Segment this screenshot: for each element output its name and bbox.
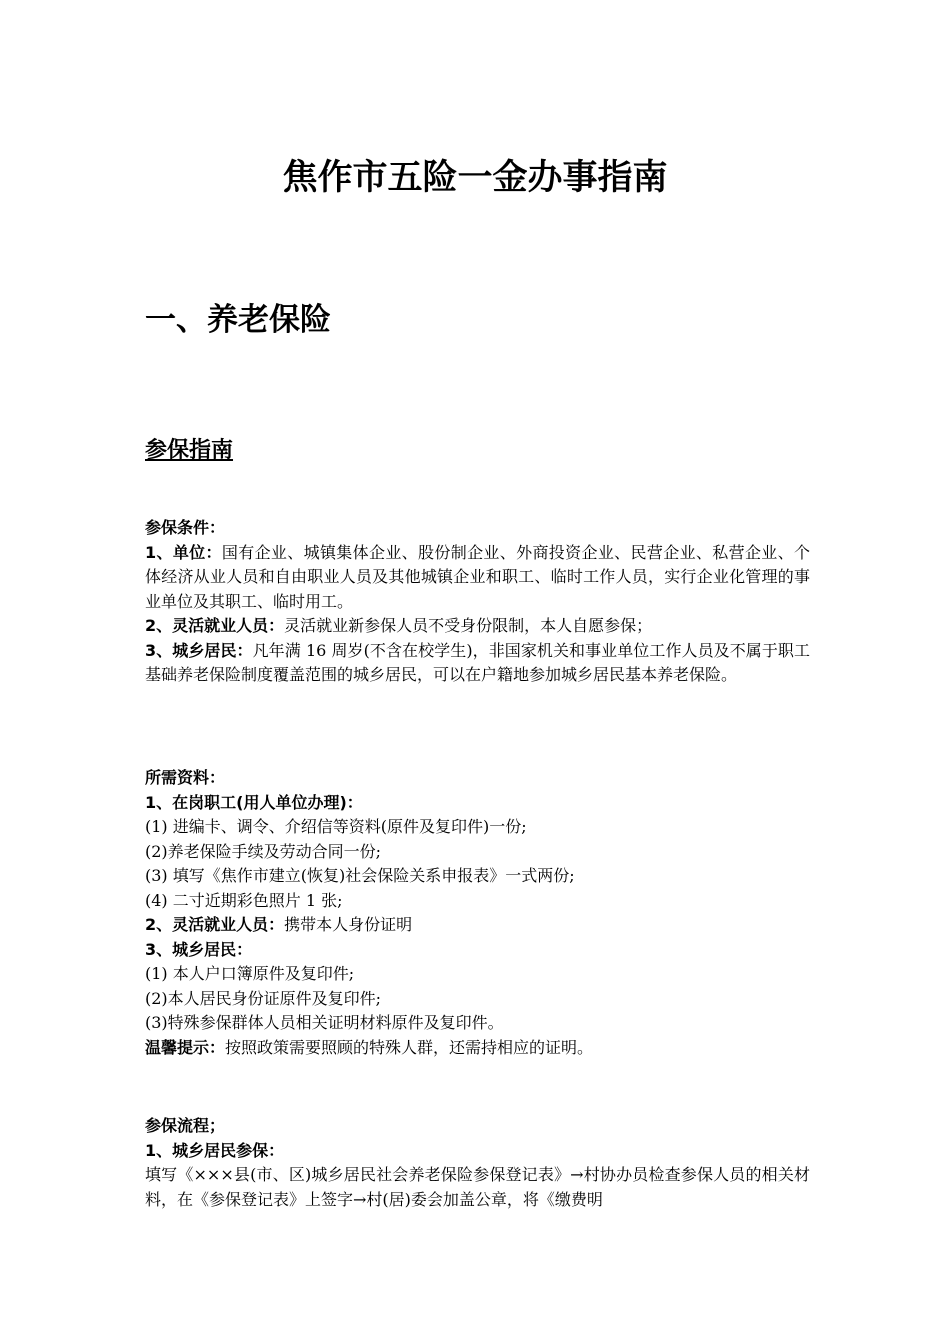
materials-tip-label: 温馨提示： [145, 1037, 226, 1057]
materials-group-residents-label: 3、城乡居民： [145, 939, 253, 959]
process-label: 参保流程； [145, 1116, 226, 1135]
condition-item-employer-text: 国有企业、城镇集体企业、股份制企业、外商投资企业、民营企业、私营企业、个体经济从业人员和自由职业人员及其他城镇企业和职工、临时工作人员，实行企业化管理的事业单位及其职工、临时用工。 [145, 542, 810, 611]
process-section [145, 1114, 810, 1212]
process-item-residents-label: 1、城乡居民参保： [145, 1140, 285, 1160]
materials-group-employees-label: 1、在岗职工(用人单位办理)： [145, 792, 363, 812]
condition-item-residents [145, 639, 810, 688]
materials-list-item: (2)养老保险手续及劳动合同一份; [145, 841, 382, 861]
materials-list-item: (1) 进编卡、调令、介绍信等资料(原件及复印件)一份; [145, 817, 527, 836]
materials-list-item: (3) 填写《焦作市建立(恢复)社会保险关系申报表》一式两份; [145, 866, 575, 885]
materials-list-item: (4) 二寸近期彩色照片 1 张; [145, 890, 343, 910]
materials-group-flexible-text: 携带本人身份证明 [284, 915, 413, 934]
materials-group-flexible [145, 913, 810, 938]
condition-item-employer-label: 1、单位： [145, 542, 222, 562]
condition-item-residents-label: 3、城乡居民： [145, 640, 253, 660]
subsection-heading-enrollment-guide: 参保指南 [145, 438, 234, 463]
condition-item-residents-text: 凡年满 16 周岁(不含在校学生)，非国家机关和事业单位工作人员及不属于职工基础养老保险制度覆盖范围的城乡居民，可以在户籍地参加城乡居民基本养老保险。 [145, 640, 810, 684]
condition-item-flexible-label: 2、灵活就业人员： [145, 616, 285, 635]
materials-tip-text: 按照政策需要照顾的特殊人群，还需持相应的证明。 [225, 1037, 594, 1057]
process-item-residents-text: 填写《×××县(市、区)城乡居民社会养老保险参保登记表》→村协办员检查参保人员的相关材料，在《参保登记表》上签字→村(居)委会加盖公章，将《缴费明 [145, 1165, 810, 1209]
condition-item-flexible [145, 614, 810, 639]
section-heading-pension-insurance: 一、养老保险 [145, 302, 331, 338]
conditions-label: 参保条件： [145, 518, 226, 537]
condition-item-employer [145, 541, 810, 615]
materials-label: 所需资料： [145, 768, 226, 787]
materials-section [145, 766, 810, 1060]
condition-item-flexible-text: 灵活就业新参保人员不受身份限制，本人自愿参保； [284, 616, 653, 635]
materials-group-flexible-label: 2、灵活就业人员： [145, 915, 285, 934]
document-title: 焦作市五险一金办事指南 [282, 158, 668, 198]
conditions-section [145, 516, 810, 688]
materials-list-item: (1) 本人户口簿原件及复印件; [145, 964, 355, 983]
materials-list-item: (3)特殊参保群体人员相关证明材料原件及复印件。 [145, 1013, 504, 1032]
materials-tip [145, 1036, 810, 1061]
materials-list-item: (2)本人居民身份证原件及复印件; [145, 988, 382, 1008]
